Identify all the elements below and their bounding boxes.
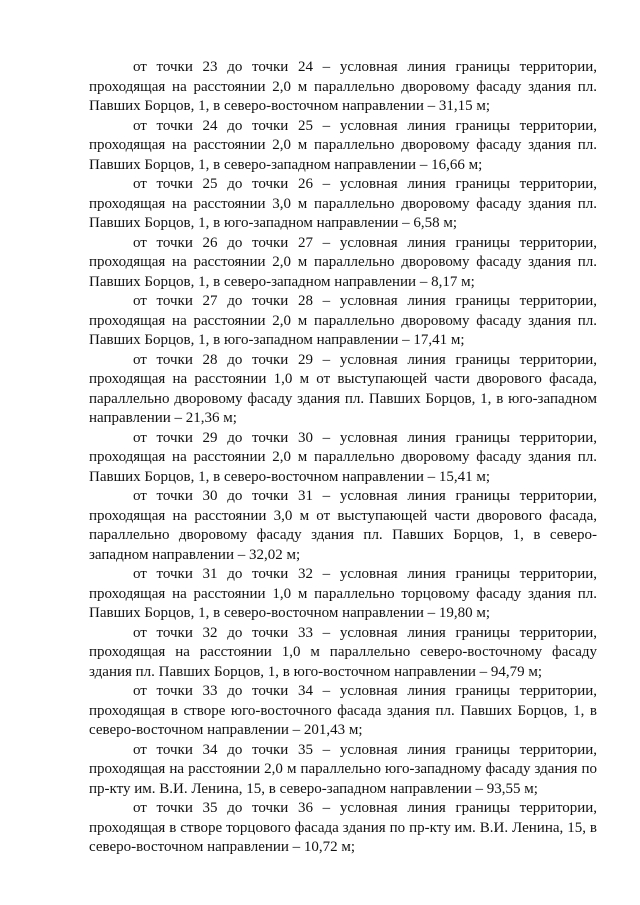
boundary-segment-25-26: от точки 25 до точки 26 – условная линия границы территории, проходящая на расстоянии 3,0 м параллельно дворовому фасаду здания пл. Павших Борцов, 1, в юго-западном направлении – 6,58 м; [89,176,597,231]
boundary-segment-28-29: от точки 28 до точки 29 – условная линия границы территории, проходящая на расстоянии 1,0 м от выступающей части дворового фасада, параллельно дворовому фасаду здания пл. Павших Борцов, 1, в юго-западном направлении – 21,36 м; [89,351,597,426]
boundary-segment-27-28: от точки 27 до точки 28 – условная линия границы территории, проходящая на расстоянии 2,0 м параллельно дворовому фасаду здания пл. Павших Борцов, 1, в юго-западном направлении – 17,41 м; [89,293,597,348]
boundary-segment-31-32: от точки 31 до точки 32 – условная линия границы территории, проходящая на расстоянии 1,0 м параллельно торцовому фасаду здания пл. Павших Борцов, 1, в северо-восточном направлении – 19,80 м; [89,566,597,621]
boundary-segment-30-31: от точки 30 до точки 31 – условная линия границы территории, проходящая на расстоянии 3,0 м от выступающей части дворового фасада, параллельно дворовому фасаду здания пл. Павших Борцов, 1, в северо-западном направлении – 32,02 м; [89,488,597,563]
boundary-segment-34-35: от точки 34 до точки 35 – условная линия границы территории, проходящая на расстоянии 2,0 м параллельно юго-западному фасаду здания по пр-кту им. В.И. Ленина, 15, в северо-западном направлении – 93,55 м; [89,741,597,797]
boundary-segment-26-27: от точки 26 до точки 27 – условная линия границы территории, проходящая на расстоянии 2,0 м параллельно дворовому фасаду здания пл. Павших Борцов, 1, в северо-западном направлении – 8,17 м; [89,234,597,290]
boundary-segment-24-25: от точки 24 до точки 25 – условная линия границы территории, проходящая на расстоянии 2,0 м параллельно дворовому фасаду здания пл. Павших Борцов, 1, в северо-западном направлении – 16,66 м; [89,117,597,173]
boundary-segment-29-30: от точки 29 до точки 30 – условная линия границы территории, проходящая на расстоянии 2,0 м параллельно дворовому фасаду здания пл. Павших Борцов, 1, в северо-восточном направлении – 15,41 м; [89,429,597,485]
boundary-segment-33-34: от точки 33 до точки 34 – условная линия границы территории, проходящая в створе юго-восточного фасада здания пл. Павших Борцов, 1, в северо-восточном направлении – 201,43 м; [89,683,597,738]
boundary-segment-32-33: от точки 32 до точки 33 – условная линия границы территории, проходящая на расстоянии 1,0 м параллельно северо-восточному фасаду здания пл. Павших Борцов, 1, в юго-восточном направлении – 94,79 м; [89,624,597,680]
boundary-segment-35-36: от точки 35 до точки 36 – условная линия границы территории, проходящая в створе торцового фасада здания по пр-кту им. В.И. Ленина, 15, в северо-восточном направлении – 10,72 м; [89,800,597,855]
boundary-segment-23-24: от точки 23 до точки 24 – условная линия границы территории, проходящая на расстоянии 2,0 м параллельно дворовому фасаду здания пл. Павших Борцов, 1, в северо-восточном направлении – 31,15 м; [89,59,597,114]
document-body [89,58,597,858]
